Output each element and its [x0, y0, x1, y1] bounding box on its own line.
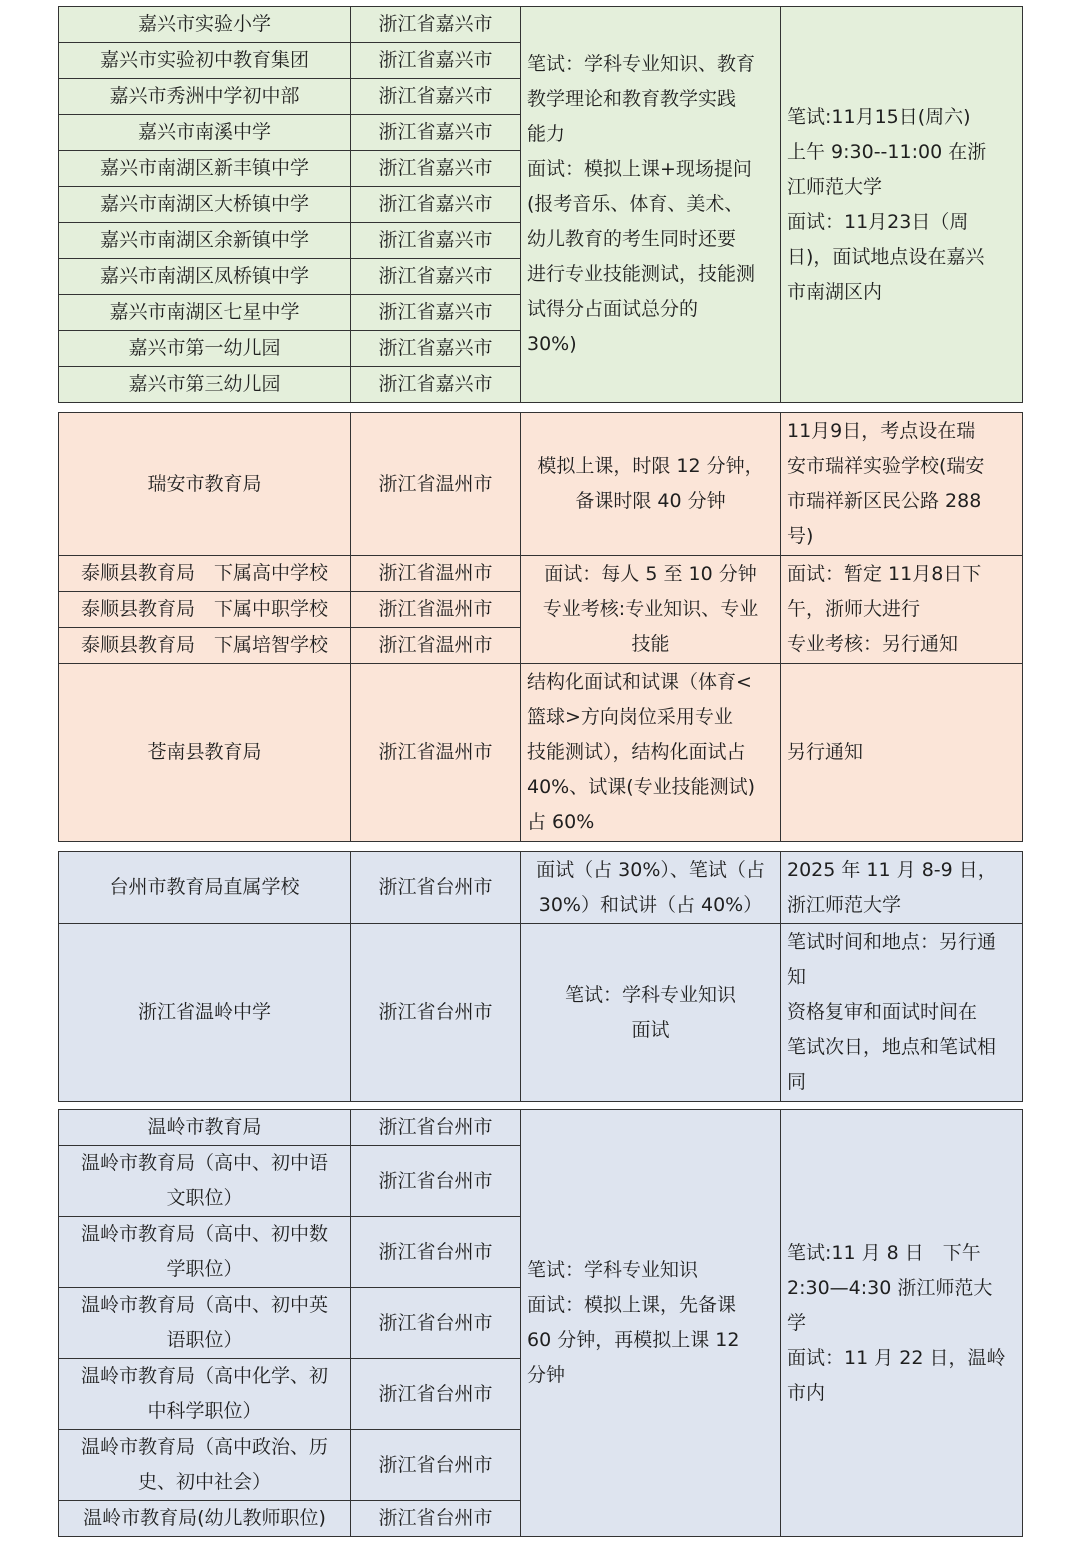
- unit-cell: 嘉兴市实验初中教育集团: [59, 43, 351, 79]
- location-cell: 浙江省温州市: [351, 628, 521, 664]
- unit-cell: 嘉兴市实验小学: [59, 7, 351, 43]
- unit-cell: 温岭市教育局(幼儿教师职位): [59, 1501, 351, 1537]
- location-cell: 浙江省嘉兴市: [351, 79, 521, 115]
- unit-cell: 温岭市教育局: [59, 1110, 351, 1146]
- exam-time-cell: 面试：暂定 11月8日下 午，浙师大进行 专业考核：另行通知: [781, 556, 1023, 664]
- location-cell: 浙江省台州市: [351, 1146, 521, 1217]
- exam-time-cell: 笔试:11 月 8 日 下午 2:30—4:30 浙江师范大 学 面试：11 月 22 日，温岭 市内: [781, 1110, 1023, 1537]
- unit-cell: 嘉兴市南溪中学: [59, 115, 351, 151]
- unit-cell: 嘉兴市南湖区七星中学: [59, 295, 351, 331]
- location-cell: 浙江省嘉兴市: [351, 259, 521, 295]
- location-cell: 浙江省嘉兴市: [351, 223, 521, 259]
- unit-cell: 瑞安市教育局: [59, 413, 351, 556]
- table-row: [59, 7, 1023, 43]
- location-cell: 浙江省嘉兴市: [351, 187, 521, 223]
- table-row: [59, 1110, 1023, 1146]
- unit-cell: 温岭市教育局（高中政治、历 史、初中社会）: [59, 1430, 351, 1501]
- table-row: [59, 556, 1023, 592]
- unit-cell: 泰顺县教育局 下属高中学校: [59, 556, 351, 592]
- location-cell: 浙江省台州市: [351, 1359, 521, 1430]
- exam-method-cell: 笔试：学科专业知识、教育 教学理论和教育教学实践 能力 面试：模拟上课+现场提问 (报考音乐、体育、美术、 幼儿教育的考生同时还要 进行专业技能测试，技能测 试得分占面试总分的 30%): [521, 7, 781, 403]
- location-cell: 浙江省嘉兴市: [351, 331, 521, 367]
- location-cell: 浙江省嘉兴市: [351, 151, 521, 187]
- exam-time-cell: 2025 年 11 月 8-9 日， 浙江师范大学: [781, 852, 1023, 924]
- wenling-section: [58, 1109, 1023, 1537]
- location-cell: 浙江省台州市: [351, 1217, 521, 1288]
- location-cell: 浙江省温州市: [351, 664, 521, 842]
- unit-cell: 嘉兴市秀洲中学初中部: [59, 79, 351, 115]
- unit-cell: 温岭市教育局（高中、初中语 文职位）: [59, 1146, 351, 1217]
- unit-cell: 温岭市教育局（高中、初中英 语职位）: [59, 1288, 351, 1359]
- table-row: [59, 852, 1023, 924]
- exam-method-cell: 结构化面试和试课（体育< 篮球>方向岗位采用专业 技能测试），结构化面试占 40%、试课(专业技能测试) 占 60%: [521, 664, 781, 842]
- unit-cell: 泰顺县教育局 下属培智学校: [59, 628, 351, 664]
- location-cell: 浙江省台州市: [351, 1288, 521, 1359]
- exam-method-cell: 笔试：学科专业知识 面试: [521, 924, 781, 1102]
- jiaxing-section: [58, 6, 1023, 403]
- unit-cell: 温岭市教育局（高中、初中数 学职位）: [59, 1217, 351, 1288]
- exam-time-cell: 11月9日，考点设在瑞 安市瑞祥实验学校(瑞安 市瑞祥新区民公路 288 号): [781, 413, 1023, 556]
- exam-time-cell: 另行通知: [781, 664, 1023, 842]
- table-row: [59, 413, 1023, 556]
- exam-method-cell: 面试：每人 5 至 10 分钟 专业考核:专业知识、专业 技能: [521, 556, 781, 664]
- location-cell: 浙江省台州市: [351, 1430, 521, 1501]
- location-cell: 浙江省台州市: [351, 852, 521, 924]
- exam-time-cell: 笔试时间和地点：另行通 知 资格复审和面试时间在 笔试次日，地点和笔试相 同: [781, 924, 1023, 1102]
- location-cell: 浙江省嘉兴市: [351, 367, 521, 403]
- unit-cell: 泰顺县教育局 下属中职学校: [59, 592, 351, 628]
- location-cell: 浙江省嘉兴市: [351, 7, 521, 43]
- unit-cell: 嘉兴市南湖区大桥镇中学: [59, 187, 351, 223]
- wenzhou-section: [58, 412, 1023, 842]
- unit-cell: 嘉兴市南湖区余新镇中学: [59, 223, 351, 259]
- unit-cell: 温岭市教育局（高中化学、初 中科学职位）: [59, 1359, 351, 1430]
- taizhou-section: [58, 851, 1023, 1102]
- location-cell: 浙江省台州市: [351, 1110, 521, 1146]
- location-cell: 浙江省嘉兴市: [351, 295, 521, 331]
- exam-method-cell: 模拟上课，时限 12 分钟， 备课时限 40 分钟: [521, 413, 781, 556]
- location-cell: 浙江省温州市: [351, 413, 521, 556]
- table-row: [59, 664, 1023, 842]
- unit-cell: 苍南县教育局: [59, 664, 351, 842]
- exam-method-cell: 笔试：学科专业知识 面试：模拟上课，先备课 60 分钟，再模拟上课 12 分钟: [521, 1110, 781, 1537]
- unit-cell: 浙江省温岭中学: [59, 924, 351, 1102]
- location-cell: 浙江省温州市: [351, 592, 521, 628]
- unit-cell: 嘉兴市南湖区凤桥镇中学: [59, 259, 351, 295]
- location-cell: 浙江省嘉兴市: [351, 43, 521, 79]
- unit-cell: 台州市教育局直属学校: [59, 852, 351, 924]
- location-cell: 浙江省温州市: [351, 556, 521, 592]
- unit-cell: 嘉兴市第一幼儿园: [59, 331, 351, 367]
- exam-time-cell: 笔试:11月15日(周六) 上午 9:30--11:00 在浙 江师范大学 面试：11月23日（周 日)，面试地点设在嘉兴 市南湖区内: [781, 7, 1023, 403]
- exam-method-cell: 面试（占 30%）、笔试（占 30%）和试讲（占 40%）: [521, 852, 781, 924]
- location-cell: 浙江省台州市: [351, 1501, 521, 1537]
- unit-cell: 嘉兴市南湖区新丰镇中学: [59, 151, 351, 187]
- table-row: [59, 924, 1023, 1102]
- location-cell: 浙江省嘉兴市: [351, 115, 521, 151]
- unit-cell: 嘉兴市第三幼儿园: [59, 367, 351, 403]
- location-cell: 浙江省台州市: [351, 924, 521, 1102]
